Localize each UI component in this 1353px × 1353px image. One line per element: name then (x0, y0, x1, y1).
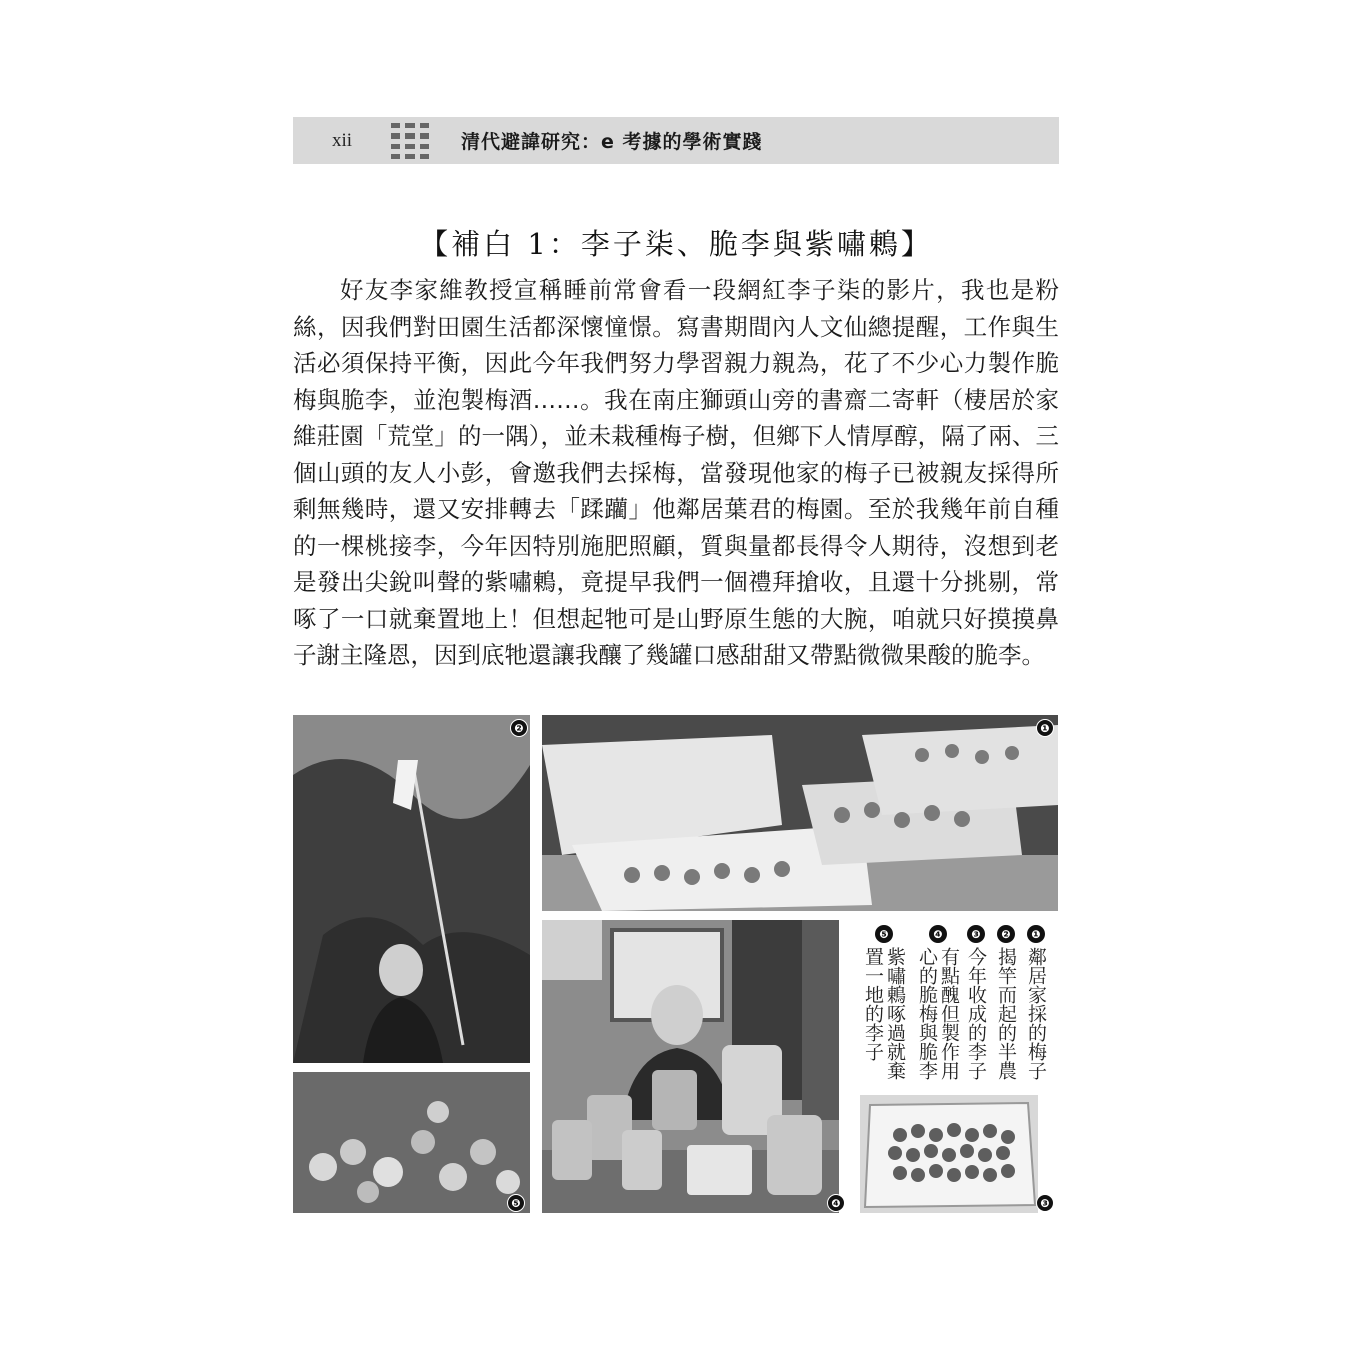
photo-man-with-jars (542, 920, 839, 1213)
photo-badge-5: ❺ (507, 1194, 525, 1212)
body-paragraph: 好友李家維教授宣稱睡前常會看一段網紅李子柒的影片，我也是粉絲，因我們對田園生活都深懷憧憬。寫書期間內人文仙總提醒，工作與生活必須保持平衡，因此今年我們努力學習親力親為，花了不少心力製作脆梅與脆李，並泡製梅酒……。我在南庄獅頭山旁的書齋二寄軒（棲居於家維莊園「荒堂」的一隅），並未栽種梅子樹，但鄉下人情厚醇，隔了兩、三個山頭的友人小彭，會邀我們去採梅，當發現他家的梅子已被親友採得所剩無幾時，還又安排轉去「蹂躪」他鄰居葉君的梅園。至於我幾年前自種的一棵桃接李，今年因特別施肥照顧，質與量都長得令人期待，沒想到老是發出尖銳叫聲的紫嘯鶇，竟提早我們一個禮拜搶收，且還十分挑剔，常啄了一口就棄置地上！但想起牠可是山野原生態的大腕，咱就只好摸摸鼻子謝主隆恩，因到底牠還讓我釀了幾罐口感甜甜又帶點微微果酸的脆李。 (293, 276, 1059, 669)
photo-captions (852, 925, 1048, 1090)
caption-text: 有點醜但製作用心的脆梅與脆李 (916, 947, 960, 1080)
photo-badge-3: ❸ (1036, 1194, 1054, 1212)
photo-plum-baskets (542, 715, 1058, 911)
caption-number: ❺ (875, 925, 893, 943)
caption-text: 鄰居家採的梅子 (1025, 947, 1047, 1080)
photo-farmer-with-pole (293, 715, 530, 1063)
seal-emblem (389, 121, 431, 161)
caption-4 (916, 925, 960, 1087)
caption-number: ❸ (967, 925, 985, 943)
caption-number: ❷ (997, 925, 1015, 943)
photo-plums-on-ground (293, 1072, 530, 1213)
book-title: 清代避諱研究：e 考據的學術實踐 (461, 131, 763, 153)
caption-3 (964, 925, 988, 1097)
caption-number: ❶ (1027, 925, 1045, 943)
caption-1 (1024, 925, 1048, 1097)
photo-badge-4: ❹ (827, 1194, 845, 1212)
section-title: 【補白 1：李子柒、脆李與紫嘯鶇】 (419, 227, 933, 261)
caption-5 (862, 925, 906, 1087)
caption-text: 紫嘯鶇啄過就棄置一地的李子 (862, 947, 906, 1080)
caption-text: 今年收成的李子 (965, 947, 987, 1080)
caption-2 (994, 925, 1018, 1097)
photo-badge-2: ❷ (510, 719, 528, 737)
photo-harvest-basket (860, 1095, 1038, 1213)
page-number: xii (332, 130, 353, 151)
caption-text: 揭竿而起的半農 (995, 947, 1017, 1080)
caption-number: ❹ (929, 925, 947, 943)
photo-badge-1: ❶ (1036, 719, 1054, 737)
